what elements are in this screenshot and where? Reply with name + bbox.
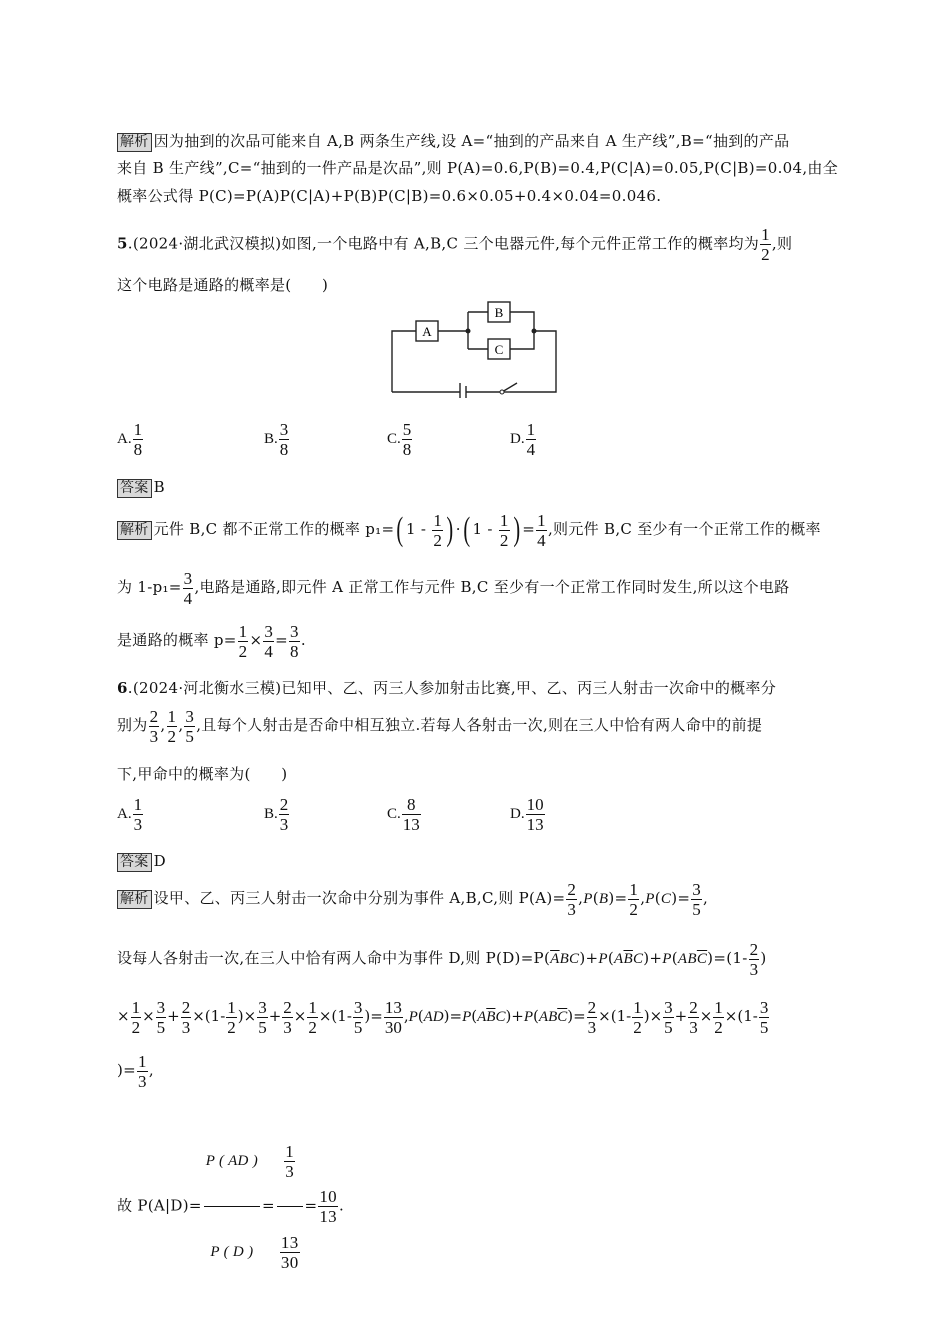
q4-solution-line-3: 概率公式得 P(C)=P(A)P(C|A)+P(B)P(C|B)=0.6×0.05+0.4×0.04=0.046. (117, 187, 662, 205)
component-c-label: C (494, 342, 504, 357)
q6-option-b[interactable]: B. $\frac{2}{3}$ (264, 795, 289, 834)
q4-solution-line-2: 来自 B 生产线”,C=“抽到的一件产品是次品”,则 P(A)=0.6,P(B)=0.4,P(C|A)=0.05,P(C|B)=0.04,由全 (117, 159, 839, 177)
q6-solution-line-4: )= $\frac{1}{3}$ , (117, 1051, 154, 1091)
q5-option-b[interactable]: B. $\frac{3}{8}$ (264, 420, 289, 459)
q5-stem-line-1: 5.(2024·湖北武汉模拟)如图,一个电路中有 A,B,C 三个电器元件,每个元件正常工作的概率均为 $\frac{1}{2}$ ,则 (117, 225, 793, 264)
q5-option-d[interactable]: D. $\frac{1}{4}$ (510, 420, 536, 459)
component-a-label: A (422, 324, 432, 339)
q5-answer: 答案 B (117, 477, 165, 498)
q5-stem-line-2: 这个电路是通路的概率是( ) (117, 276, 329, 294)
solution-tag: 解析 (117, 521, 152, 540)
q5-solution-line-2: 为 1-p₁= $\frac{3}{4}$ ,电路是通路,即元件 A 正常工作与元件 B,C 至少有一个正常工作同时发生,所以这个电路 (117, 568, 790, 608)
solution-tag: 解析 (117, 890, 152, 909)
solution-tag: 解析 (117, 133, 152, 152)
component-b-label: B (494, 305, 504, 320)
q6-solution-final: 故 P(A|D)= $\frac{P ( AD )}{P ( D )}$ = $\frac{\frac{1}{3}}{\frac{13}{30}}$ = $\frac{10}{13}$ . (117, 1116, 344, 1297)
answer-tag: 答案 (117, 479, 152, 498)
q6-stem-line-2: 别为 $\frac{2}{3}$ , $\frac{1}{2}$ , $\frac{3}{5}$ ,且每个人射击是否命中相互独立.若每人各射击一次,则在三人中恰有两人命中的前提 (117, 706, 763, 746)
q6-stem-line-3: 下,甲命中的概率为( ) (117, 765, 288, 783)
q4-solution-line-1: 解析 因为抽到的次品可能来自 A,B 两条生产线,设 A=“抽到的产品来自 A 生产线”,B=“抽到的产品 (117, 131, 789, 152)
question-number: 5 (117, 234, 128, 253)
q6-answer: 答案 D (117, 851, 166, 872)
q6-solution-line-1: 解析 设甲、乙、丙三人射击一次命中分别为事件 A,B,C,则 P(A)= $\frac{2}{3}$ ,P(B)= $\frac{1}{2}$ ,P(C)= $\frac{3}{5}$ , (117, 878, 708, 919)
q6-solution-line-3: × $\frac{1}{2}$ × $\frac{3}{5}$ + $\frac{2}{3}$ ×(1- $\frac{1}{2}$ )× $\frac{3}{5}$ + $\frac{2}{3}$ × $\frac{1}{2}$ ×(1- $\frac{3}{5}$ )= $\frac{13}{30}$ $,P(AD)=P(A\overline{B}C)+P(AB\overline{C})=$ $\frac{2}{3}$ ×(1- $\frac{1}{2}$ )× $\frac{3}{5}$ + $\frac{2}{3}$ × $\frac{1}{2}$ ×(1- $\frac{3}{5}$ (117, 997, 769, 1037)
q6-option-a[interactable]: A. $\frac{1}{3}$ (117, 795, 143, 834)
question-number: 6 (117, 679, 128, 697)
q6-stem-line-1: 6.(2024·河北衡水三模)已知甲、乙、丙三人参加射击比赛,甲、乙、丙三人射击一次命中的概率分 (117, 679, 777, 697)
q6-solution-line-2: 设每人各射击一次,在三人中恰有两人命中为事件 D,则 $P(D)=P(\overline{A}BC)+P(A\overline{B}C)+P(AB\overline{C})=(1-$ $\frac{2}{3}$ ) (117, 939, 767, 979)
q5-solution-line-3: 是通路的概率 p= $\frac{1}{2}$ × $\frac{3}{4}$ = $\frac{3}{8}$ . (117, 621, 306, 661)
fraction: $\frac{1}{2}$ (761, 225, 770, 264)
q5-option-a[interactable]: A. $\frac{1}{8}$ (117, 420, 143, 459)
q5-option-c[interactable]: C. $\frac{5}{8}$ (387, 420, 412, 459)
answer-tag: 答案 (117, 853, 152, 872)
q5-solution-line-1: 解析 元件 B,C 都不正常工作的概率 p₁=( 1 - $\frac{1}{2}$ ) ·( 1 - $\frac{1}{2}$ ) = $\frac{1}{4}$ ,则元件 B,C 至少有一个正常工作的概率 (117, 509, 821, 550)
junction-dot (466, 329, 471, 334)
junction-dot (532, 329, 537, 334)
q6-option-d[interactable]: D. $\frac{10}{13}$ (510, 795, 544, 834)
circuit-diagram (380, 292, 560, 398)
q6-option-c[interactable]: C. $\frac{8}{13}$ (387, 795, 420, 834)
